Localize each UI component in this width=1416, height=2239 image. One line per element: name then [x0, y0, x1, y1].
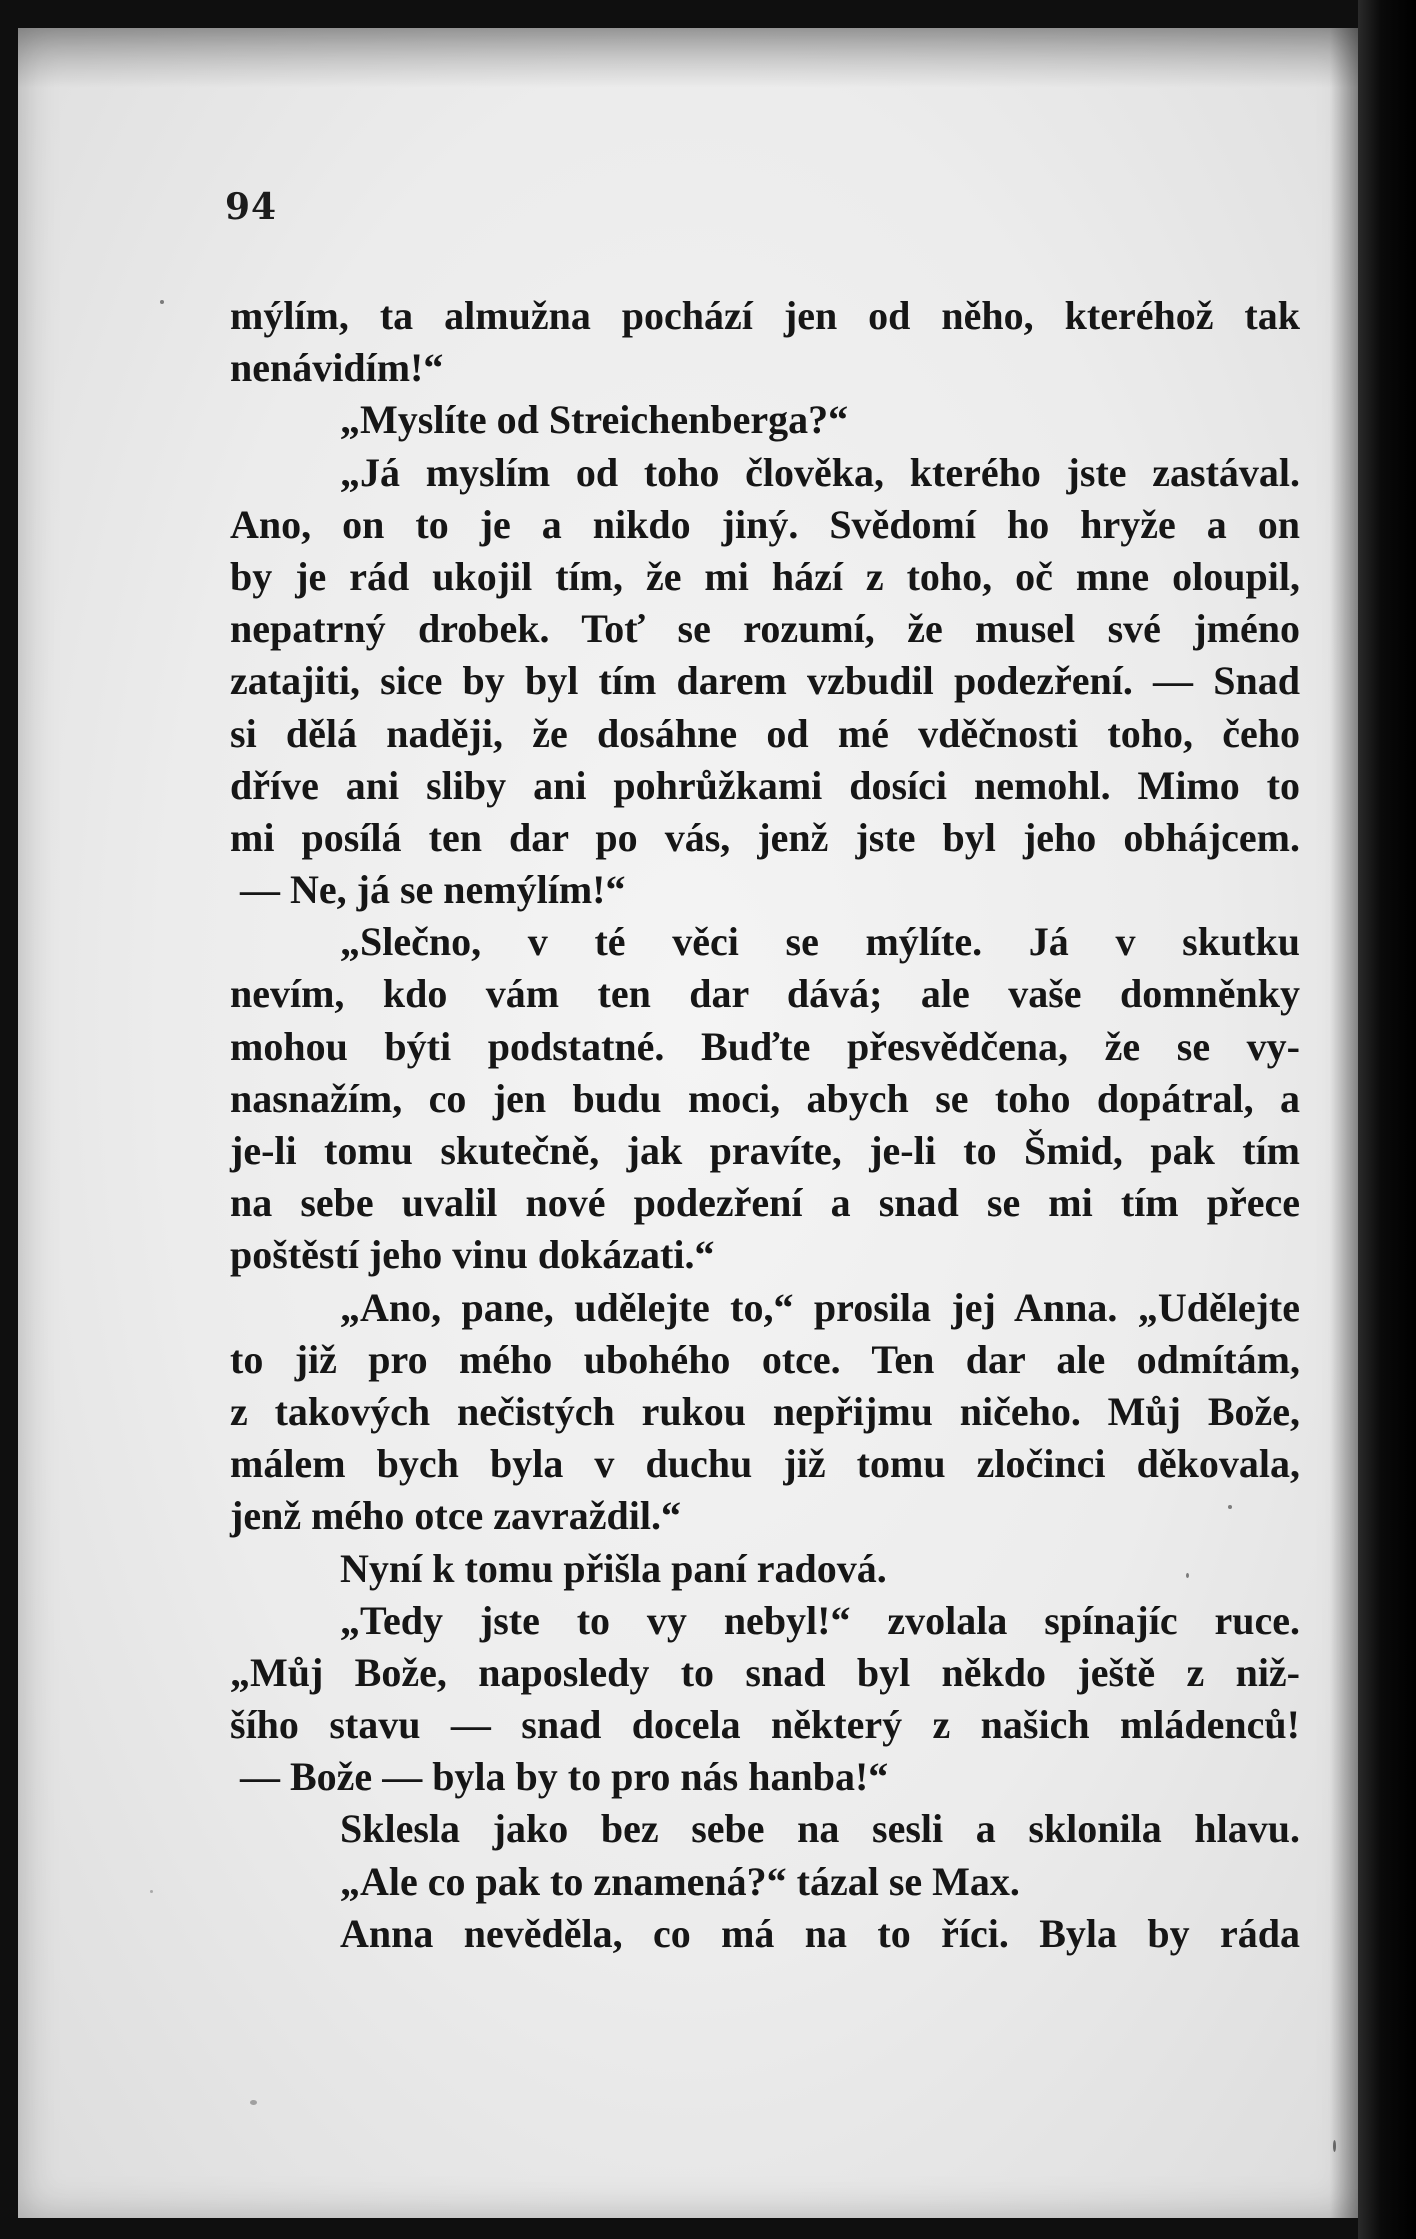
paper-speck: [1333, 2140, 1336, 2152]
text-line: mýlím, ta almužna pochází jen od něho, kteréhož tak: [230, 293, 1300, 338]
paper-speck: [250, 2100, 257, 2105]
text-line: „Ano, pane, udělejte to,“ prosila jej Anna. „Udělejte: [340, 1284, 1300, 1330]
text-line: mohou býti podstatné. Buďte přesvědčena, že se vy-: [230, 1023, 1300, 1069]
text-line: „Myslíte od Streichenberga?“: [340, 397, 849, 443]
text-line: — Bože — byla by to pro nás hanba!“: [240, 1754, 889, 1800]
body-text: [230, 290, 1300, 1960]
text-line: nepatrný drobek. Toť se rozumí, že musel své jméno: [230, 606, 1300, 652]
text-line: „Já myslím od toho člověka, kterého jste zastával.: [340, 449, 1300, 495]
paper-speck: [150, 1890, 153, 1893]
text-line: „Slečno, v té věci se mýlíte. Já v skutku: [340, 919, 1300, 965]
text-line: nenávidím!“: [230, 345, 444, 391]
text-line: „Tedy jste to vy nebyl!“ zvolala spínajíc ruce.: [340, 1597, 1300, 1643]
text-line: mi posílá ten dar po vás, jenž jste byl jeho obhájcem.: [230, 814, 1300, 860]
text-line: nevím, kdo vám ten dar dává; ale vaše domněnky: [230, 971, 1300, 1017]
page-number: 94: [225, 186, 278, 228]
text-line: si dělá naději, že dosáhne od mé vděčnosti toho, čeho: [230, 710, 1300, 756]
top-shadow: [18, 28, 1358, 88]
text-line: málem bych byla v duchu již tomu zločinci děkovala,: [230, 1441, 1300, 1487]
text-line: na sebe uvalil nové podezření a snad se mi tím přece: [230, 1180, 1300, 1226]
text-line: — Ne, já se nemýlím!“: [240, 867, 626, 913]
text-line: nasnažím, co jen budu moci, abych se toho dopátral, a: [230, 1075, 1300, 1121]
text-line: jenž mého otce zavraždil.“: [230, 1493, 681, 1539]
text-line: Ano, on to je a nikdo jiný. Svědomí ho hryže a on: [230, 501, 1300, 547]
text-line: Nyní k tomu přišla paní radová.: [340, 1545, 887, 1591]
text-line: z takových nečistých rukou nepřijmu ničeho. Můj Bože,: [230, 1388, 1300, 1434]
text-line: poštěstí jeho vinu dokázati.“: [230, 1232, 715, 1278]
text-line: to již pro mého ubohého otce. Ten dar ale odmítám,: [230, 1336, 1300, 1382]
gutter-shadow: [1330, 28, 1358, 2218]
text-line: Sklesla jako bez sebe na sesli a sklonila hlavu.: [340, 1806, 1300, 1852]
text-line: „Ale co pak to znamená?“ tázal se Max.: [340, 1858, 1020, 1904]
paper-speck: [160, 300, 164, 304]
text-line: šího stavu — snad docela některý z našich mládenců!: [230, 1702, 1300, 1748]
text-line: je-li tomu skutečně, jak pravíte, je-li to Šmid, pak tím: [230, 1128, 1300, 1173]
text-line: Anna nevěděla, co má na to říci. Byla by ráda: [340, 1910, 1300, 1956]
text-line: by je rád ukojil tím, že mi hází z toho, oč mne oloupil,: [230, 553, 1300, 599]
text-line: „Můj Bože, naposledy to snad byl někdo ještě z niž-: [230, 1649, 1300, 1695]
book-edge: [1358, 0, 1416, 2239]
text-line: dříve ani sliby ani pohrůžkami dosíci nemohl. Mimo to: [230, 762, 1300, 808]
text-line: zatajiti, sice by byl tím darem vzbudil podezření. — Snad: [230, 658, 1300, 704]
